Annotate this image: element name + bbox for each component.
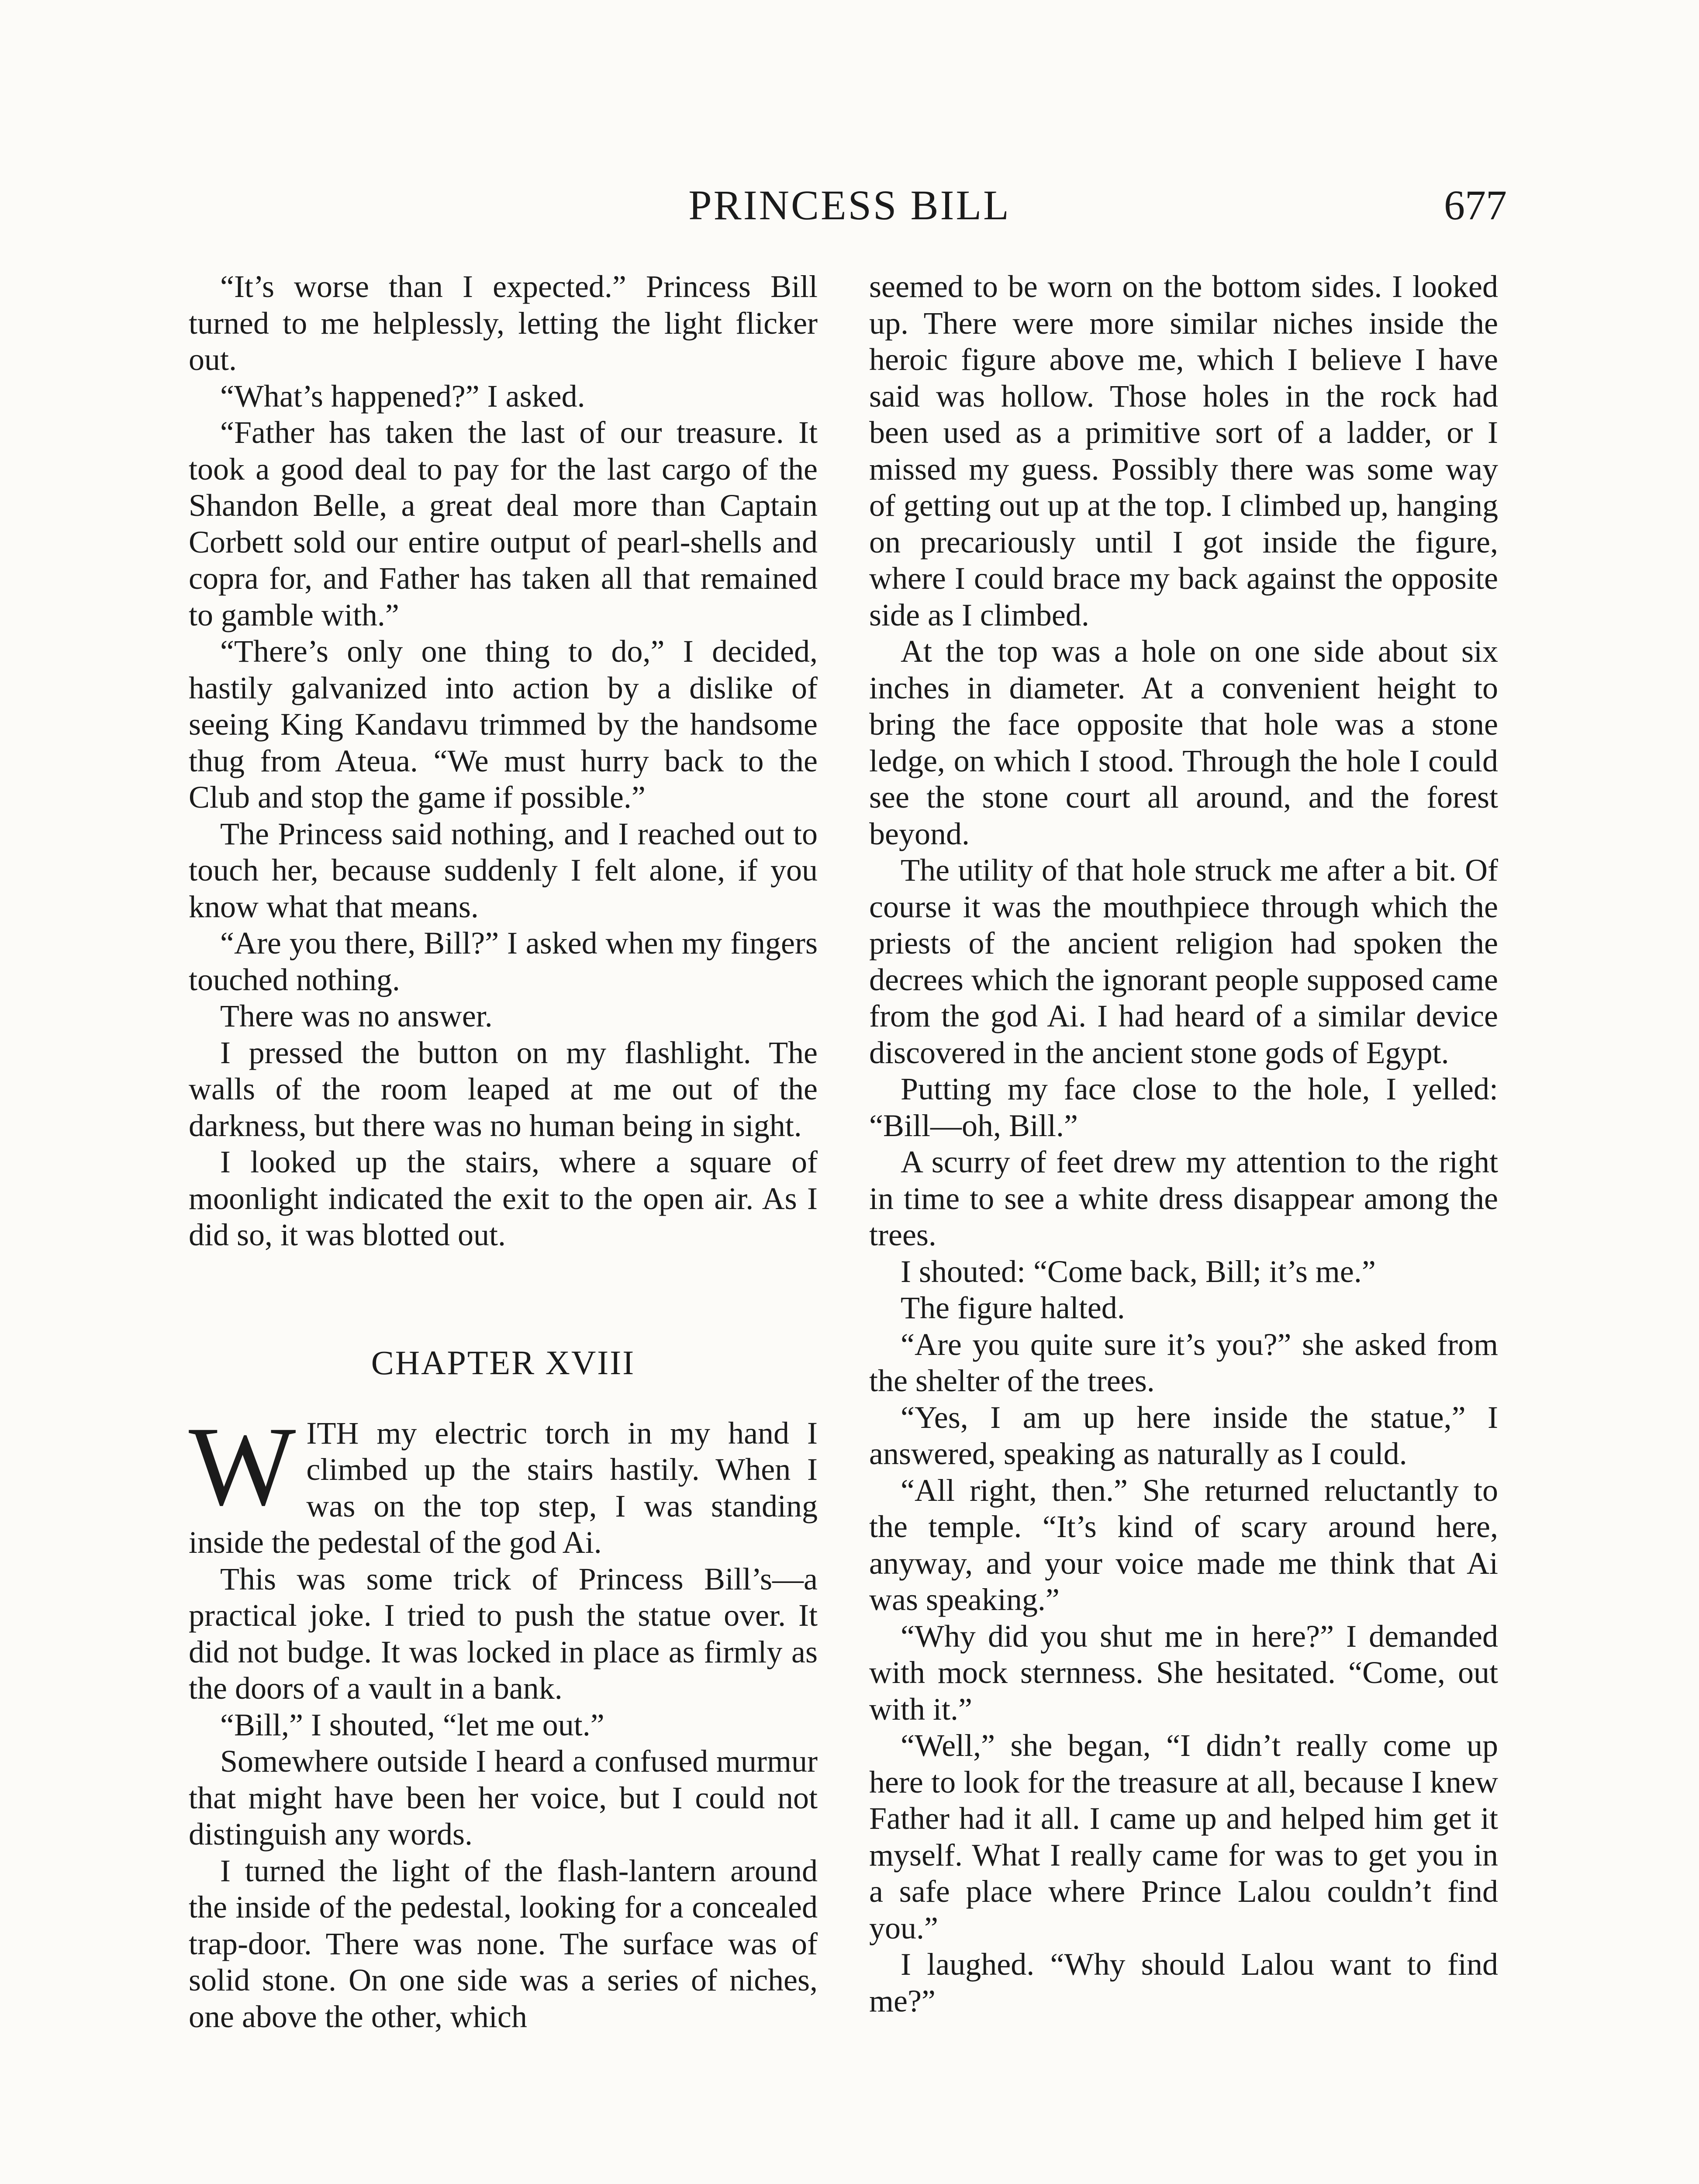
paragraph: I shouted: “Come back, Bill; it’s me.” bbox=[901, 1254, 1376, 1289]
paragraph: This was some trick of Princess Bill’s—a practical joke. I tried to push the statue over. It did not budge. It was locked in place as firmly as the doors of a vault in a bank. bbox=[189, 1561, 818, 1706]
paragraph: “Why did you shut me in here?” I demanded with mock sternness. She hesitated. “Come, out with it.” bbox=[869, 1618, 1498, 1727]
paragraph: Putting my face close to the hole, I yelled: “Bill—oh, Bill.” bbox=[869, 1071, 1498, 1143]
paragraph: “Yes, I am up here inside the statue,” I answered, speaking as naturally as I could. bbox=[869, 1400, 1498, 1471]
paragraph: I laughed. “Why should Lalou want to find me?” bbox=[869, 1947, 1498, 2018]
paragraph: I turned the light of the flash-lantern around the inside of the pedestal, looking for a concealed trap-door. There was none. The surface was of solid stone. On one side was a series of niches, one above the other, which bbox=[189, 1853, 818, 2034]
paragraph: “What’s happened?” I asked. bbox=[220, 378, 585, 414]
paragraph: The utility of that hole struck me after a bit. Of course it was the mouthpiece through which the priests of the ancient religion had spoken the decrees which the ignorant people supposed came from the god Ai. I had heard of a similar device discovered in the ancient stone gods of Egypt. bbox=[869, 853, 1498, 1070]
paragraph: “Well,” she began, “I didn’t really come up here to look for the treasure at all, because I knew Father had it all. I came up and helped him get it myself. What I really came for was to get you in a safe place where Prince Lalou couldn’t find you.” bbox=[869, 1728, 1498, 1946]
opening-text: ITH my electric torch in my hand I climbed up the stairs hastily. When I was on the top step, I was standing inside the pedestal of the god Ai. bbox=[189, 1415, 818, 1560]
paragraph: There was no answer. bbox=[220, 999, 493, 1033]
drop-cap: W bbox=[189, 1403, 296, 1529]
paragraph: “Are you there, Bill?” I asked when my fingers touched nothing. bbox=[189, 926, 818, 997]
chapter-heading: CHAPTER XVIII bbox=[371, 1343, 635, 1382]
paragraph: “Bill,” I shouted, “let me out.” bbox=[220, 1707, 604, 1742]
paragraph: I looked up the stairs, where a square of moonlight indicated the exit to the open air. As I did so, it was blotted out. bbox=[189, 1144, 818, 1252]
paragraph: “Are you quite sure it’s you?” she asked from the shelter of the trees. bbox=[869, 1327, 1498, 1398]
paragraph: “There’s only one thing to do,” I decided, hastily galvanized into action by a dislike of seeing King Kandavu trimmed by the handsome thug from Ateua. “We must hurry back to the Club and stop the game if possible.” bbox=[189, 634, 818, 815]
paragraph: A scurry of feet drew my attention to the right in time to see a white dress disappear among the trees. bbox=[869, 1144, 1498, 1252]
right-column bbox=[869, 269, 1498, 2019]
paragraph: “All right, then.” She returned reluctantly to the temple. “It’s kind of scary around here, anyway, and your voice made me think that Ai was speaking.” bbox=[869, 1472, 1498, 1617]
paragraph: Somewhere outside I heard a confused murmur that might have been her voice, but I could not distinguish any words. bbox=[189, 1744, 818, 1852]
page-number: 677 bbox=[1444, 182, 1507, 228]
chapter-opening-paragraph bbox=[189, 1403, 818, 1561]
paragraph: I pressed the button on my flashlight. The walls of the room leaped at me out of the darkness, but there was no human being in sight. bbox=[189, 1035, 818, 1143]
paragraph: “It’s worse than I expected.” Princess Bill turned to me helplessly, letting the light flicker out. bbox=[189, 269, 818, 377]
left-column bbox=[189, 269, 818, 2035]
paragraph: The Princess said nothing, and I reached out to touch her, because suddenly I felt alone, if you know what that means. bbox=[189, 816, 818, 924]
paragraph: “Father has taken the last of our treasure. It took a good deal to pay for the last cargo of the Shandon Belle, a great deal more than Captain Corbett sold our entire output of pearl-shells and copra for, and Father has taken all that remained to gamble with.” bbox=[189, 415, 818, 632]
paragraph: At the top was a hole on one side about six inches in diameter. At a convenient height to bring the face opposite that hole was a stone ledge, on which I stood. Through the hole I could see the stone court all around, and the forest beyond. bbox=[869, 634, 1498, 851]
paragraph: The figure halted. bbox=[901, 1290, 1125, 1325]
running-title: PRINCESS BILL bbox=[688, 182, 1011, 228]
continued-paragraph: seemed to be worn on the bottom sides. I looked up. There were more similar niches inside the heroic figure above me, which I believe I have said was hollow. Those holes in the rock had been used as a primitive sort of a ladder, or I missed my guess. Possibly there was some way of getting out up at the top. I climbed up, hanging on precariously until I got inside the figure, where I could brace my back against the opposite side as I climbed. bbox=[869, 269, 1498, 632]
